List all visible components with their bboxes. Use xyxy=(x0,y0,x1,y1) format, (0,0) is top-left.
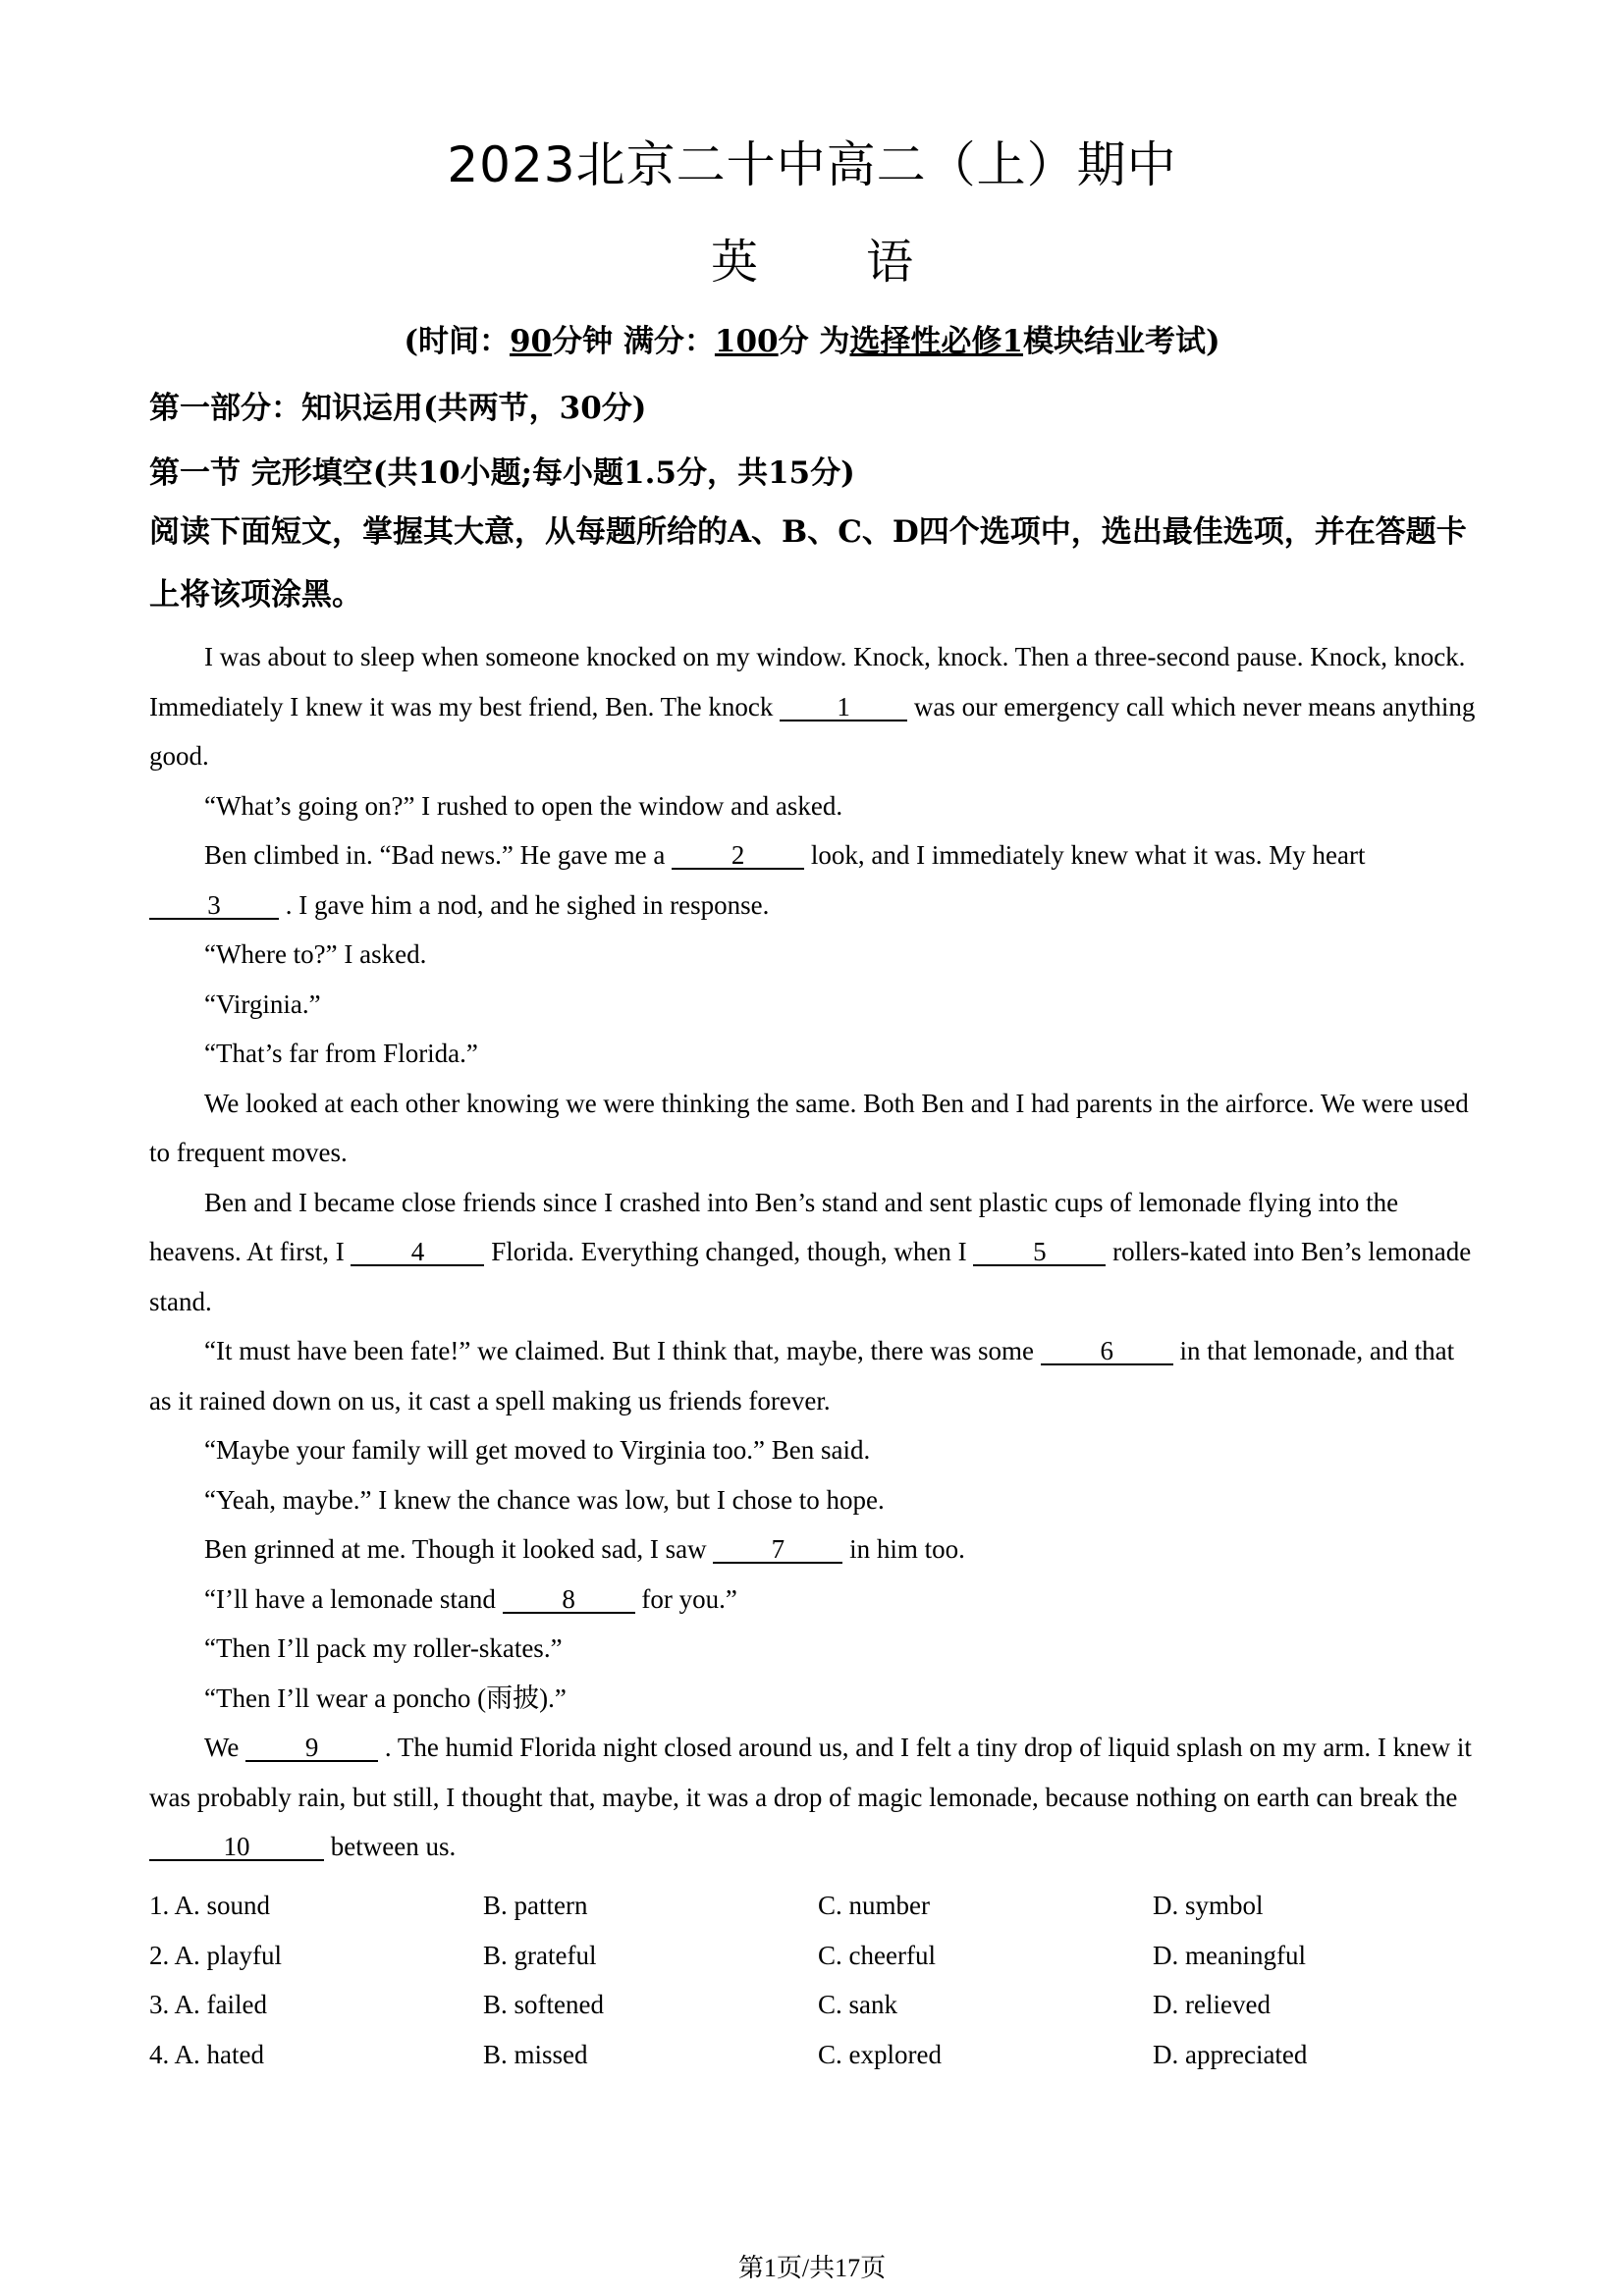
paragraph: “I’ll have a lemonade stand 8 for you.” xyxy=(204,1583,737,1614)
option-d: D. appreciated xyxy=(1153,2039,1308,2069)
paragraph: “Then I’ll wear a poncho (雨披).” xyxy=(204,1682,567,1713)
option-a: 2. A. playful xyxy=(149,1940,282,1970)
option-a: 1. A. sound xyxy=(149,1891,271,1920)
info-suffix: 模块结业考试) xyxy=(1023,324,1220,359)
option-d: D. relieved xyxy=(1153,1990,1271,2019)
paragraph: “Yeah, maybe.” I knew the chance was low, but I chose to hope. xyxy=(204,1484,885,1515)
question-options xyxy=(149,1891,1485,2089)
paragraph: I was about to sleep when someone knocked on my window. Knock, knock. Then a three-second pause. Knock, knock. Immediately I knew it was my best friend, Ben. The knock 1 was our emergency call which never means anything good. xyxy=(149,642,1476,771)
option-b: B. grateful xyxy=(483,1940,597,1970)
paragraph: “That’s far from Florida.” xyxy=(204,1039,478,1068)
option-b: B. softened xyxy=(483,1990,604,2019)
paragraph: We looked at each other knowing we were thinking the same. Both Ben and I had parents in the airforce. We were used to frequent moves. xyxy=(149,1088,1469,1167)
blank-6: 6 xyxy=(1041,1338,1173,1365)
option-d: D. meaningful xyxy=(1153,1940,1306,1970)
paragraph: “Where to?” I asked. xyxy=(204,939,427,969)
cloze-passage xyxy=(149,632,1483,1872)
question-row xyxy=(149,2040,1485,2090)
option-c: C. cheerful xyxy=(818,1940,936,1970)
option-a: 4. A. hated xyxy=(149,2039,264,2069)
paragraph: We 9 . The humid Florida night closed around us, and I felt a tiny drop of liquid splash on my arm. I knew it was probably rain, but still, I thought that, maybe, it was a drop of magic lemonade, because nothing on earth can break the 10 between us. xyxy=(149,1733,1472,1861)
option-c: C. explored xyxy=(818,2039,942,2069)
question-row xyxy=(149,1990,1485,2040)
blank-9: 9 xyxy=(245,1735,378,1762)
subject-part-1: 英 xyxy=(710,235,758,290)
option-c: C. sank xyxy=(818,1990,897,2019)
score-value: 100 xyxy=(714,324,779,359)
subject-title xyxy=(0,224,1624,292)
subsection-title: 第一节 完形填空(共10小题;每小题1.5分，共15分) xyxy=(149,455,855,491)
exam-title: 2023北京二十中高二（上）期中 xyxy=(447,136,1177,193)
paragraph: “Virginia.” xyxy=(204,988,321,1019)
time-value: 90 xyxy=(509,324,553,359)
part-title: 第一部分：知识运用(共两节，30分) xyxy=(149,391,647,426)
paragraph: “What’s going on?” I rushed to open the window and asked. xyxy=(204,790,843,821)
time-unit: 分钟 满分： xyxy=(552,324,715,359)
option-d: D. symbol xyxy=(1153,1891,1264,1920)
instructions: 阅读下面短文，掌握其大意，从每题所给的A、B、C、D四个选项中，选出最佳选项，并在答题卡上将该项涂黑。 xyxy=(149,514,1467,613)
option-b: B. missed xyxy=(483,2039,588,2069)
paragraph: “Then I’ll pack my roller-skates.” xyxy=(204,1633,563,1663)
paragraph: “It must have been fate!” we claimed. But I think that, maybe, there was some 6 in that lemonade, and that as it rained down on us, it cast a spell making us friends forever. xyxy=(149,1336,1455,1415)
blank-1: 1 xyxy=(780,694,907,721)
question-row xyxy=(149,1941,1485,1991)
option-a: 3. A. failed xyxy=(149,1990,267,2019)
blank-7: 7 xyxy=(713,1536,842,1564)
paragraph: “Maybe your family will get moved to Virginia too.” Ben said. xyxy=(204,1435,871,1465)
option-b: B. pattern xyxy=(483,1891,588,1920)
option-c: C. number xyxy=(818,1891,930,1920)
paragraph: Ben climbed in. “Bad news.” He gave me a 2 look, and I immediately knew what it was. My heart 3 . I gave him a nod, and he sighed in response. xyxy=(149,830,1483,930)
blank-5: 5 xyxy=(973,1239,1106,1266)
paragraph: Ben and I became close friends since I crashed into Ben’s stand and sent plastic cups of lemonade flying into the heavens. At first, I 4 Florida. Everything changed, though, when I 5 rollers-kated into Ben’s lemonade stand. xyxy=(149,1187,1472,1316)
question-row xyxy=(149,1891,1485,1941)
score-unit: 分 为 xyxy=(778,324,850,359)
module-name: 选择性必修1 xyxy=(849,324,1024,359)
blank-10: 10 xyxy=(149,1834,324,1861)
page-footer: 第1页/共17页 xyxy=(737,2254,887,2282)
blank-8: 8 xyxy=(503,1586,635,1614)
blank-2: 2 xyxy=(672,842,804,870)
info-prefix: (时间： xyxy=(404,324,510,359)
blank-3: 3 xyxy=(149,892,279,920)
paragraph: Ben grinned at me. Though it looked sad, I saw 7 in him too. xyxy=(204,1534,965,1564)
subject-part-2: 语 xyxy=(866,235,914,290)
exam-info xyxy=(0,316,1624,360)
blank-4: 4 xyxy=(351,1239,484,1266)
